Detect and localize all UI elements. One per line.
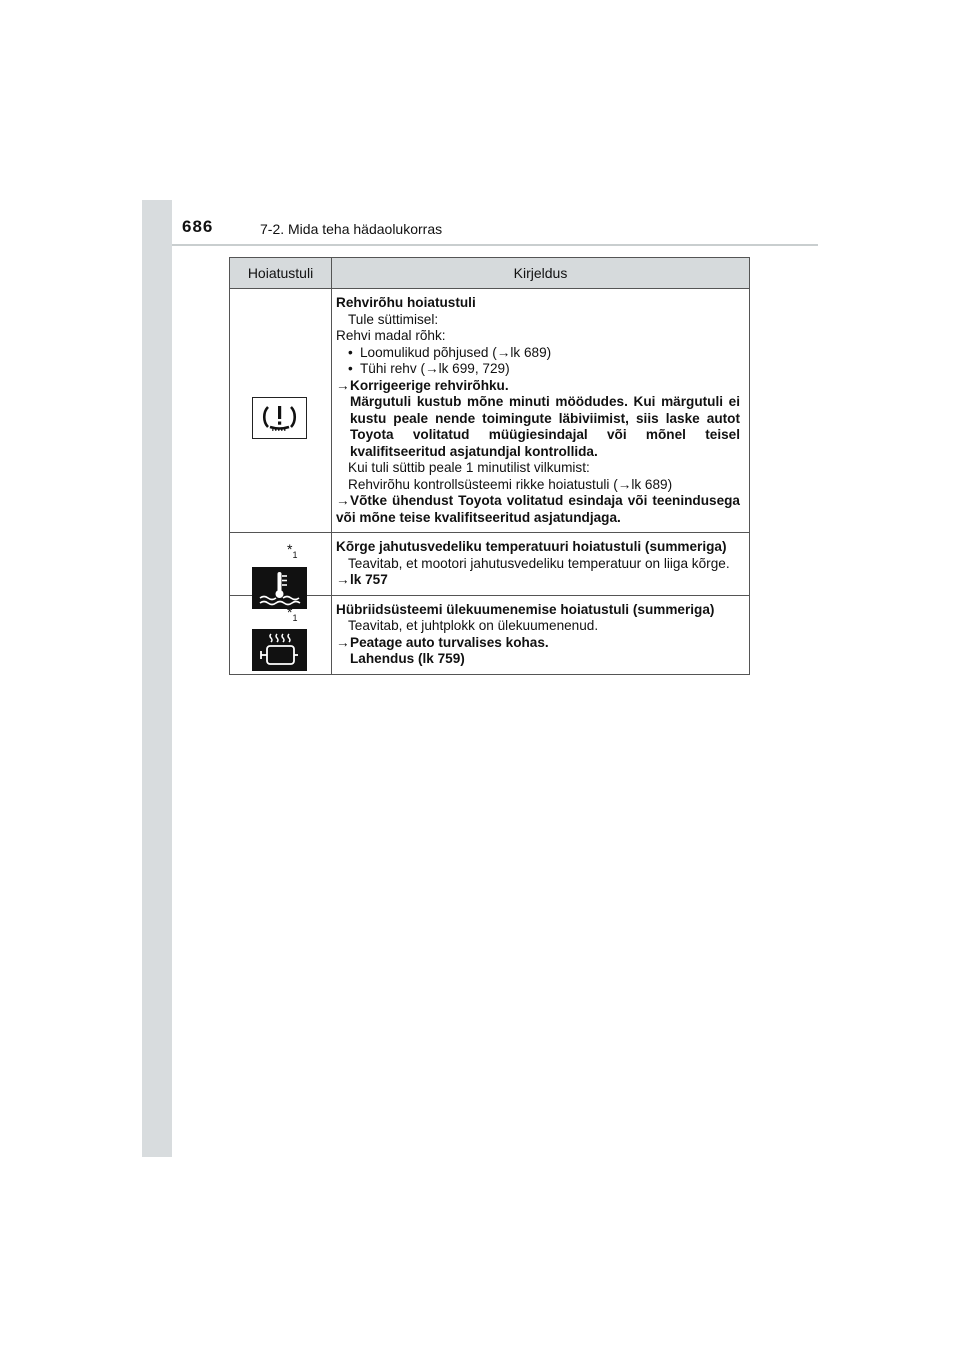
bullet-item: • Loomulikud põhjused (→lk 689) (348, 344, 552, 360)
arrow-icon: → (424, 361, 439, 376)
hybrid-overheat-icon (252, 629, 307, 671)
description-cell (332, 595, 750, 674)
column-header-warning-light: Hoiatustuli (230, 258, 332, 289)
arrow-icon: → (336, 493, 350, 508)
page-number: 686 (182, 217, 214, 236)
description-cell (332, 289, 750, 533)
action-line: →Peatage auto turvalises kohas. (336, 634, 549, 650)
row-title: Hübriidsüsteemi ülekuumenemise hoiatustuli (summeriga) (336, 601, 715, 617)
action-text: Lahendus (lk 759) (350, 651, 465, 666)
arrow-icon: → (336, 572, 350, 587)
arrow-icon: → (496, 344, 511, 360)
table-row (230, 595, 750, 674)
text-line: Rehvi madal rõhk: (336, 328, 446, 343)
action-line: →lk 757 (336, 572, 388, 587)
text-line: Rehvirõhu kontrollsüsteemi rikke hoiatustuli (→lk 689) (348, 476, 673, 492)
footnote-marker: $*_1$ (287, 541, 298, 560)
footnote-marker: $*_1$ (287, 603, 298, 623)
table-header-row (230, 258, 750, 289)
action-line: →Korrigeerige rehvirõhku. (336, 377, 509, 393)
table-row (230, 533, 750, 596)
tire-pressure-warning-icon (252, 397, 307, 439)
warning-lights-table (229, 257, 750, 675)
section-title: 7-2. Mida teha hädaolukorras (260, 221, 443, 237)
icon-cell (230, 533, 332, 596)
action-text: Märgutuli kustub mõne minuti möödudes. Kui märgutuli ei kustu peale nende toimingute läbiviimist, siis laske autot Toyota volitatud müügiesindajal või mõnel teisel kvalifitseeritud asjatundjal kontrollida. (350, 394, 740, 459)
text-line: Teavitab, et mootori jahutusvedeliku temperatuur on liiga kõrge. (348, 555, 730, 571)
arrow-icon: → (617, 476, 632, 492)
column-header-description: Kirjeldus (332, 258, 750, 289)
icon-cell (230, 289, 332, 533)
text-line: Kui tuli süttib peale 1 minutilist vilkumist: (348, 460, 590, 475)
bullet-item: • Tühi rehv (→lk 699, 729) (348, 361, 510, 376)
action-line: →Võtke ühendust Toyota volitatud esindaja või teenindusega või mõne teise kvalifitseeritud asjatundjaga. (336, 493, 740, 525)
row-title: Rehvirõhu hoiatustuli (336, 295, 476, 310)
description-cell (332, 533, 750, 596)
icon-cell (230, 595, 332, 674)
text-line: Tule süttimisel: (348, 311, 439, 327)
arrow-icon: → (336, 634, 350, 650)
text-line: Teavitab, et juhtplokk on ülekuumenenud. (348, 618, 599, 633)
row-title: Kõrge jahutusvedeliku temperatuuri hoiatustuli (summeriga) (336, 539, 727, 554)
side-margin-band (142, 200, 172, 1157)
table-row (230, 289, 750, 533)
arrow-icon: → (336, 377, 350, 393)
